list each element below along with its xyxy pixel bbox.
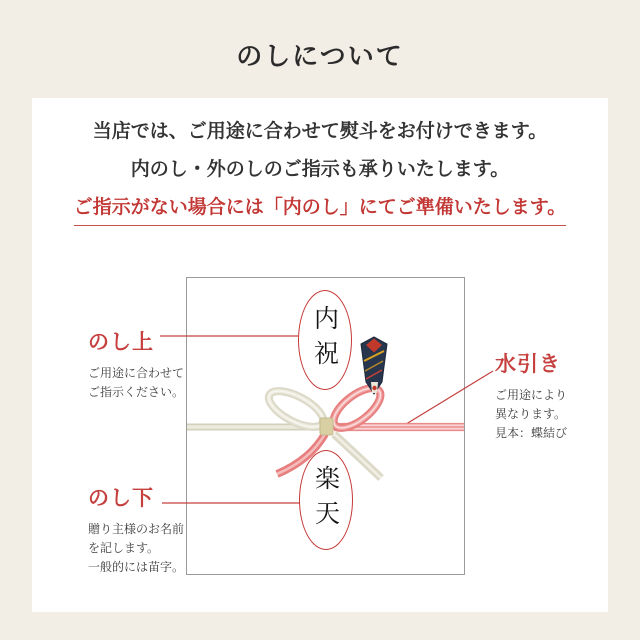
callout-noshi-ue-desc-1: ご用途に合わせて: [88, 366, 185, 380]
callout-noshi-ue-desc-2: ご指示ください。: [88, 385, 185, 399]
callout-mizuhiki-title: 水引き: [495, 353, 561, 376]
callout-mizuhiki-desc-1: ご用途により: [495, 388, 568, 402]
noshi-shita-oval: [299, 450, 353, 550]
callout-noshi-shita: [88, 482, 208, 577]
content-card: [32, 98, 608, 612]
callout-mizuhiki-desc-2: 異なります。: [495, 407, 567, 421]
callout-noshi-shita-desc-1: 贈り主様のお名前: [88, 522, 185, 536]
noshi-ue-oval-text: 内祝: [310, 305, 340, 375]
noshi-shita-oval-text: 楽天: [311, 465, 341, 535]
intro-line-1: 当店では、ご用途に合わせて熨斗をお付けできます。: [92, 121, 548, 142]
page-title: のしについて: [236, 41, 404, 71]
intro-highlight-text: ご指示がない場合には「内のし」にてご準備いたします。: [74, 196, 566, 226]
noshi-ue-oval: [298, 290, 352, 390]
callout-noshi-shita-desc-3: 一般的には苗字。: [88, 560, 185, 574]
callout-noshi-shita-title: のし下: [88, 487, 154, 510]
callout-noshi-ue: [88, 326, 198, 402]
callout-mizuhiki: [495, 348, 605, 443]
callout-noshi-shita-desc-2: を記します。: [88, 541, 160, 555]
intro-highlight: [32, 196, 608, 226]
callout-noshi-ue-title: のし上: [88, 331, 154, 354]
callout-mizuhiki-desc-3: 見本：蝶結び: [495, 426, 568, 440]
intro-line-2: 内のし・外のしのご指示も承りいたします。: [130, 159, 510, 180]
